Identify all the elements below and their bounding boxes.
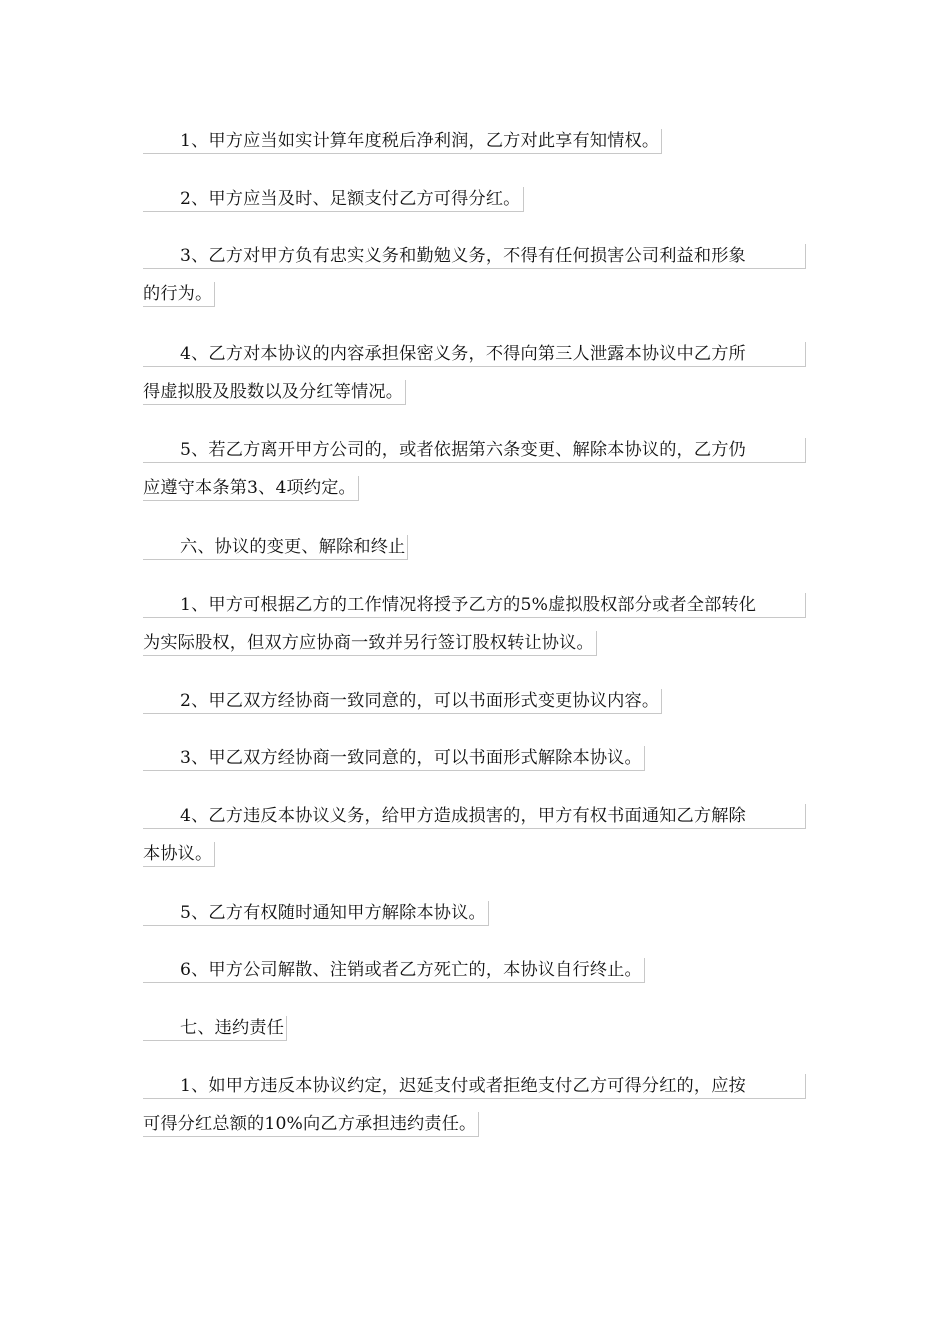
paragraph-line: 1、甲方可根据乙方的工作情况将授予乙方的5%虚拟股权部分或者全部转化 xyxy=(143,593,806,618)
paragraph-line: 3、甲乙双方经协商一致同意的，可以书面形式解除本协议。 xyxy=(143,746,645,771)
clause-5-item-2 xyxy=(143,187,808,212)
paragraph-line: 本协议。 xyxy=(143,842,215,867)
clause-6-item-4 xyxy=(143,804,808,867)
paragraph-line: 2、甲方应当及时、足额支付乙方可得分红。 xyxy=(143,187,524,212)
paragraph-line: 1、甲方应当如实计算年度税后净利润，乙方对此享有知情权。 xyxy=(143,129,662,154)
section-heading: 七、违约责任 xyxy=(143,1016,287,1041)
paragraph-line: 4、乙方违反本协议义务，给甲方造成损害的，甲方有权书面通知乙方解除 xyxy=(143,804,806,829)
paragraph-line: 应遵守本条第3、4项约定。 xyxy=(143,476,359,501)
clause-5-item-5 xyxy=(143,438,808,501)
clause-6-item-2 xyxy=(143,689,808,714)
clause-6-item-5 xyxy=(143,901,808,926)
clause-6-item-6 xyxy=(143,958,808,983)
paragraph-line: 1、如甲方违反本协议约定，迟延支付或者拒绝支付乙方可得分红的，应按 xyxy=(143,1074,806,1099)
paragraph-line: 5、若乙方离开甲方公司的，或者依据第六条变更、解除本协议的，乙方仍 xyxy=(143,438,806,463)
clause-5-item-1 xyxy=(143,129,808,154)
paragraph-line: 为实际股权，但双方应协商一致并另行签订股权转让协议。 xyxy=(143,631,597,656)
paragraph-line: 可得分红总额的10%向乙方承担违约责任。 xyxy=(143,1112,479,1137)
clause-5-item-3 xyxy=(143,244,808,307)
paragraph-line: 的行为。 xyxy=(143,282,215,307)
clause-7-item-1 xyxy=(143,1074,808,1137)
clause-5-item-4 xyxy=(143,342,808,405)
paragraph-line: 得虚拟股及股数以及分红等情况。 xyxy=(143,380,406,405)
section-heading: 六、协议的变更、解除和终止 xyxy=(143,535,408,560)
clause-6-item-3 xyxy=(143,746,808,771)
paragraph-line: 2、甲乙双方经协商一致同意的，可以书面形式变更协议内容。 xyxy=(143,689,662,714)
paragraph-line: 3、乙方对甲方负有忠实义务和勤勉义务，不得有任何损害公司利益和形象 xyxy=(143,244,806,269)
paragraph-line: 5、乙方有权随时通知甲方解除本协议。 xyxy=(143,901,489,926)
section-7-heading xyxy=(143,1016,808,1041)
paragraph-line: 4、乙方对本协议的内容承担保密义务，不得向第三人泄露本协议中乙方所 xyxy=(143,342,806,367)
clause-6-item-1 xyxy=(143,593,808,656)
paragraph-line: 6、甲方公司解散、注销或者乙方死亡的，本协议自行终止。 xyxy=(143,958,645,983)
section-6-heading xyxy=(143,535,808,560)
